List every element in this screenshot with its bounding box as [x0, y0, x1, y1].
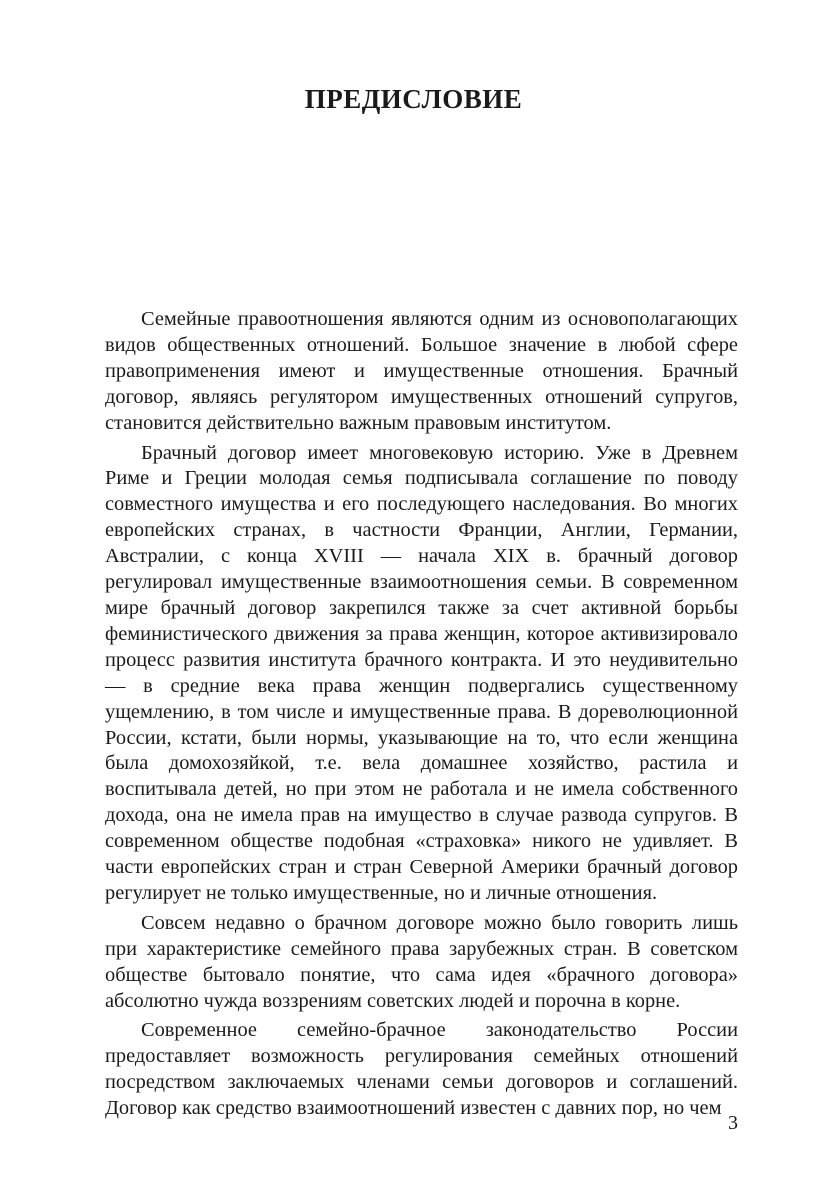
paragraph-3: Совсем недавно о брачном договоре можно было говорить лишь при характеристике семейного права зарубежных стран. В советском обществе бытовало понятие, что сама идея «брачного договора» абсолютно чужда воззрениям советских людей и порочна в корне. — [105, 911, 738, 1012]
body-text — [105, 307, 738, 1122]
page-number: 3 — [728, 1112, 738, 1134]
page-title: ПРЕДИСЛОВИЕ — [304, 84, 523, 114]
paragraph-4: Современное семейно-брачное законодательство России предоставляет возможность регулирования семейных отношений посредством заключаемых членами семьи договоров и соглашений. Договор как средство взаимоотношений известен с давних пор, но чем — [105, 1019, 738, 1120]
paragraph-2: Брачный договор имеет многовековую историю. Уже в Древнем Риме и Греции молодая семья подписывала соглашение по поводу совместного имущества и его последующего наследования. Во многих европейских странах, в частности Франции, Англии, Германии, Австралии, с конца XVIII — начала XIX в. брачный договор регулировал имущественные взаимоотношения семьи. В современном мире брачный договор закрепился также за счет активной борьбы феминистического движения за права женщин, которое активизировало процесс развития института брачного контракта. И это неудивительно — в средние века права женщин подвергались существенному ущемлению, в том числе и имущественные права. В дореволюционной России, кстати, были нормы, указывающие на то, что если женщина была домохозяйкой, т.е. вела домашнее хозяйство, растила и воспитывала детей, но при этом не работала и не имела собственного дохода, она не имела прав на имущество в случае развода супругов. В современном обществе подобная «страховка» никого не удивляет. В части европейских стран и стран Северной Америки брачный договор регулирует не только имущественные, но и личные отношения. — [105, 441, 738, 904]
paragraph-1: Семейные правоотношения являются одним из основополагающих видов общественных отношений. Большое значение в любой сфере правоприменения имеют и имущественные отношения. Брачный договор, являясь регулятором имущественных отношений супругов, становится действительно важным правовым институтом. — [105, 308, 738, 434]
